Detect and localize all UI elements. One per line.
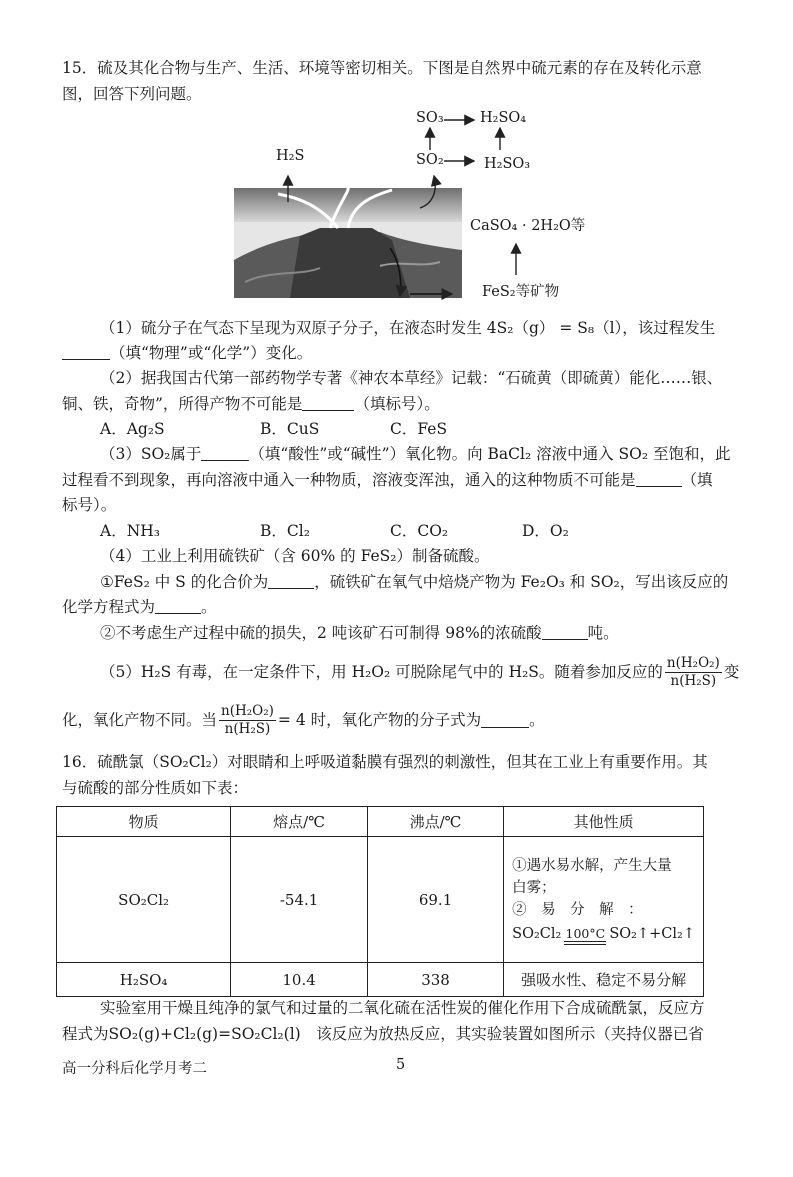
property-1-cont: 白雾；	[512, 879, 556, 896]
cell-bp: 338	[367, 963, 503, 997]
q15-p3-line1	[100, 444, 731, 464]
eq-condition	[564, 927, 606, 945]
q15-p5-line2	[62, 700, 545, 740]
option-a: A．NH₃	[100, 522, 160, 540]
answer-blank[interactable]	[542, 624, 588, 640]
q15-p4-1-text3: 化学方程式为	[62, 598, 156, 616]
q15-p3-options	[100, 521, 569, 541]
footer-title: 高一分科后化学月考二	[62, 1061, 207, 1077]
cell-bp: 69.1	[367, 837, 503, 963]
q15-p5-text4: 。	[529, 711, 545, 729]
option-b: B．CuS	[260, 420, 320, 438]
fraction-numerator: n(H₂O₂)	[221, 702, 274, 719]
answer-blank[interactable]	[302, 395, 354, 411]
option-a: A．Ag₂S	[100, 420, 165, 438]
q15-p5-text3: = 4 时，氧化产物的分子式为	[277, 711, 482, 729]
label-h2so4: H₂SO₄	[480, 110, 527, 126]
q16-after-line1: 实验室用干燥且纯净的氯气和过量的二氧化硫在活性炭的催化作用下合成硫酰氯，反应方	[100, 999, 705, 1017]
header-melting-point: 熔点/℃	[231, 807, 368, 837]
q15-p3-text4: （填	[681, 471, 713, 489]
q15-p3-text: （3）SO₂属于	[100, 445, 202, 463]
q15-p4-1-text: ①FeS₂ 中 S 的化合价为	[100, 573, 269, 591]
option-b: B．Cl₂	[260, 522, 310, 540]
label-so3: SO₃	[416, 110, 444, 126]
q15-p3-line2	[62, 470, 713, 490]
properties-table	[56, 806, 704, 997]
ratio-fraction	[665, 655, 722, 690]
label-h2s: H₂S	[276, 148, 305, 164]
q15-p5-text: （5）H₂S 有毒，在一定条件下，用 H₂O₂ 可脱除尾气中的 H₂S。随着参加反应的	[100, 663, 663, 681]
cell-substance: SO₂Cl₂	[57, 837, 231, 963]
answer-blank[interactable]	[62, 344, 110, 360]
property-1: ①遇水易水解，产生大量	[512, 857, 672, 874]
q16-intro-line2: 与硫酸的部分性质如下表：	[62, 779, 249, 797]
label-caso4: CaSO₄ · 2H₂O等	[470, 218, 586, 234]
eq-right: SO₂↑+Cl₂↑	[609, 925, 695, 942]
q15-p2-text: 铜、铁，奇物”，所得产物不可能是	[62, 395, 303, 413]
decomposition-equation	[512, 923, 695, 945]
answer-blank[interactable]	[155, 598, 201, 614]
table-row	[57, 963, 704, 997]
q15-p4-line1: （4）工业上利用硫铁矿（含 60% 的 FeS₂）制备硫酸。	[100, 547, 490, 565]
property-2: ② 易 分 解 ：	[512, 901, 643, 918]
label-fes2: FeS₂等矿物	[482, 284, 560, 300]
answer-blank[interactable]	[201, 445, 249, 461]
answer-blank[interactable]	[481, 712, 529, 728]
q15-p5-text-end: 变	[723, 663, 740, 681]
q15-p4-1-text4: 。	[201, 598, 217, 616]
label-h2so3: H₂SO₃	[484, 156, 531, 172]
header-substance: 物质	[57, 807, 231, 837]
option-c: C．FeS	[390, 420, 448, 438]
q15-p3-line3: 标号）。	[62, 496, 117, 514]
q15-p4-2-text2: 吨。	[587, 624, 619, 642]
q15-p4-1-line1	[100, 572, 728, 592]
fraction-denominator: n(H₂S)	[670, 672, 717, 689]
page-number: 5	[396, 1057, 406, 1073]
q15-intro-line1: 15．硫及其化合物与生产、生活、环境等密切相关。下图是自然界中硫元素的存在及转化示意	[62, 59, 702, 77]
cell-other-properties: 强吸水性、稳定不易分解	[504, 963, 704, 997]
header-boiling-point: 沸点/℃	[367, 807, 503, 837]
q15-p3-text2: （填“酸性”或“碱性”）氧化物。向 BaCl₂ 溶液中通入 SO₂ 至饱和，此	[249, 445, 731, 463]
q16-intro-line1: 16．硫酰氯（SO₂Cl₂）对眼睛和上呼吸道黏膜有强烈的刺激性，但其在工业上有重要作用。其	[62, 753, 708, 771]
q15-p1-line2	[62, 343, 312, 363]
answer-blank[interactable]	[268, 573, 314, 589]
table-row	[57, 837, 704, 963]
table-header-row	[57, 807, 704, 837]
answer-blank[interactable]	[636, 471, 682, 487]
eq-temperature: 100°C	[565, 925, 606, 941]
q15-p4-2-line	[100, 623, 619, 643]
q15-p4-1-line2	[62, 597, 217, 617]
q15-p2-options	[100, 419, 448, 439]
q15-p1-text: （填“物理”或“化学”）变化。	[110, 344, 313, 362]
cell-mp: -54.1	[231, 837, 368, 963]
q15-p3-text3: 过程看不到现象，再向溶液中通入一种物质，溶液变浑浊，通入的这种物质不可能是	[62, 471, 636, 489]
ratio-fraction-2	[219, 703, 276, 738]
cell-other-properties	[504, 837, 704, 963]
cell-substance: H₂SO₄	[57, 963, 231, 997]
q15-p1-line1: （1）硫分子在气态下呈现为双原子分子，在液态时发生 4S₂（g） = S₈（l），该过程发生	[100, 319, 716, 337]
cell-mp: 10.4	[231, 963, 368, 997]
eq-left: SO₂Cl₂	[512, 925, 562, 942]
q15-p5-line1	[100, 652, 739, 692]
q15-p5-text2: 化，氧化产物不同。当	[62, 711, 218, 729]
option-c: C．CO₂	[390, 522, 449, 540]
q15-p4-2-text: ②不考虑生产过程中硫的损失，2 吨该矿石可制得 98%的浓硫酸	[100, 624, 542, 642]
q16-after-line2: 程式为SO₂(g)+Cl₂(g)=SO₂Cl₂(l) 该反应为放热反应，其实验装置如图所示（夹持仪器已省	[62, 1025, 704, 1043]
diagram-graphics	[0, 0, 793, 310]
q15-p2-line2	[62, 394, 440, 414]
header-other: 其他性质	[504, 807, 704, 837]
q15-p2-line1: （2）据我国古代第一部药物学专著《神农本草经》记载：“石硫黄（即硫黄）能化……银、	[100, 369, 723, 387]
fraction-numerator: n(H₂O₂)	[666, 654, 720, 671]
fraction-denominator: n(H₂S)	[224, 720, 271, 737]
q15-intro-line2: 图，回答下列问题。	[62, 85, 202, 103]
q15-p4-1-text2: ，硫铁矿在氧气中焙烧产物为 Fe₂O₃ 和 SO₂，写出该反应的	[314, 573, 729, 591]
option-d: D．O₂	[522, 522, 569, 540]
q15-p2-text-end: （填标号）。	[354, 395, 440, 413]
label-so2: SO₂	[416, 152, 444, 168]
